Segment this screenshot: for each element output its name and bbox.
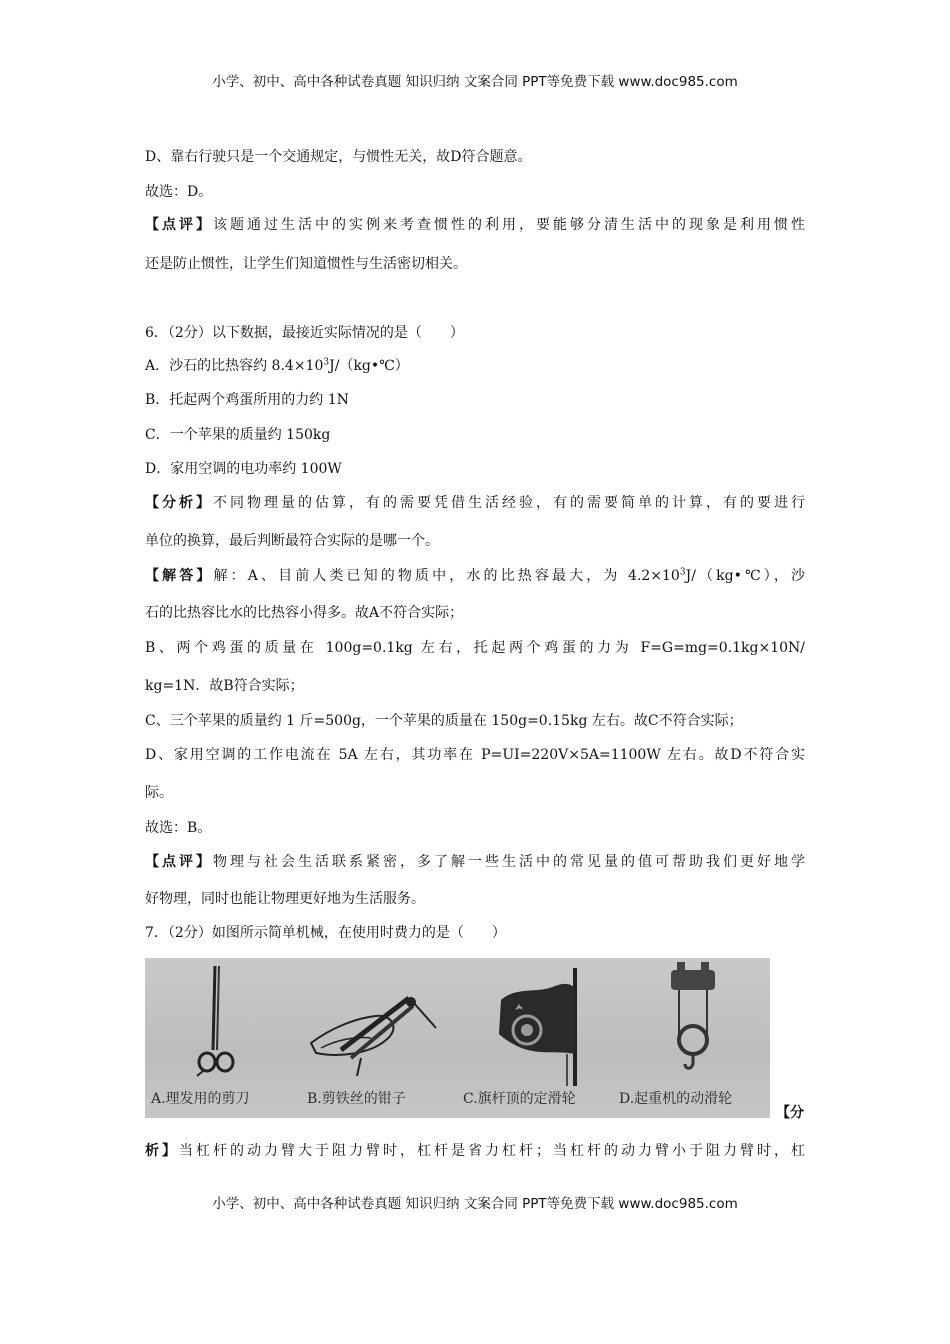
- q6-solution-l1-post: J/（kg•℃），沙: [685, 568, 806, 584]
- q5-answer: 故选：D。: [145, 184, 213, 200]
- q6-answer: 故选：B。: [145, 820, 212, 836]
- figure-label-c: C.旗杆顶的定滑轮: [463, 1091, 576, 1107]
- figure-label-d: D.起重机的动滑轮: [619, 1091, 733, 1107]
- q6-option-a-post: J/（kg•℃）: [329, 358, 409, 374]
- q7-analysis-tag-start: 【分: [776, 1105, 804, 1121]
- q6-option-c: C．一个苹果的质量约 150kg: [145, 427, 331, 443]
- q7-figure: [145, 958, 770, 1118]
- q6-stem: 6．（2分）以下数据，最接近实际情况的是（ ）: [145, 325, 464, 341]
- crane-pulley-icon: [613, 958, 769, 1088]
- q6-analysis-text1: 不同物理量的估算，有的需要凭借生活经验，有的需要简单的计算，有的要进行: [213, 495, 805, 511]
- pliers-icon: [301, 958, 457, 1088]
- q6-option-a: [145, 356, 409, 376]
- q5-comment-line1: [145, 215, 805, 235]
- figure-label-b: B.剪铁丝的钳子: [307, 1091, 406, 1107]
- q6-option-a-exp: 3: [323, 357, 330, 368]
- q6-analysis-line1: [145, 493, 805, 513]
- q6-option-d: D．家用空调的电功率约 100W: [145, 461, 342, 477]
- figure-item-a: [145, 958, 301, 1118]
- figure-item-b: [301, 958, 457, 1118]
- q6-comment-text1: 物理与社会生活联系紧密，多了解一些生活中的常见量的值可帮助我们更好地学: [213, 854, 805, 870]
- q5-comment-tag: 【点评】: [145, 217, 213, 233]
- q6-solution-l1-exp: 3: [679, 567, 686, 578]
- q7-stem: 7．（2分）如图所示简单机械，在使用时费力的是（ ）: [145, 925, 506, 941]
- scissors-icon: [145, 958, 301, 1088]
- q6-solution-line6: D、家用空调的工作电流在 5A 左右，其功率在 P=UI=220V×5A=1100W 左右。故D不符合实: [145, 747, 805, 763]
- q5-comment-text1: 该题通过生活中的实例来考查惯性的利用，要能够分清生活中的现象是利用惯性: [213, 217, 805, 233]
- figure-label-a: A.理发用的剪刀: [151, 1091, 250, 1107]
- q7-analysis-text1: 当杠杆的动力臂大于阻力臂时，杠杆是省力杠杆；当杠杆的动力臂小于阻力臂时，杠: [179, 1143, 805, 1159]
- q6-solution-line1: [145, 566, 805, 586]
- q6-comment-line1: [145, 852, 805, 872]
- page-header: 小学、初中、高中各种试卷真题 知识归纳 文案合同 PPT等免费下载 www.doc985.com: [212, 74, 738, 90]
- q7-analysis-line1: [145, 1141, 805, 1161]
- q6-solution-l1-pre: 解：A、目前人类已知的物质中，水的比热容最大，为 4.2×10: [213, 568, 680, 584]
- q6-solution-line3: B、两个鸡蛋的质量在 100g=0.1kg 左右，托起两个鸡蛋的力为 F=G=mg=0.1kg×10N/: [145, 640, 805, 656]
- q6-solution-line2: 石的比热容比水的比热容小得多。故A不符合实际；: [145, 605, 464, 621]
- q5-comment-line2: 还是防止惯性，让学生们知道惯性与生活密切相关。: [145, 256, 467, 272]
- q7-analysis-tag-end: 析】: [145, 1143, 179, 1159]
- q6-analysis-tag: 【分析】: [145, 495, 213, 511]
- figure-item-d: [613, 958, 769, 1118]
- q6-comment-tag: 【点评】: [145, 854, 213, 870]
- page-footer: 小学、初中、高中各种试卷真题 知识归纳 文案合同 PPT等免费下载 www.doc985.com: [212, 1196, 738, 1212]
- flag-pulley-icon: [457, 958, 613, 1088]
- q6-option-b: B．托起两个鸡蛋所用的力约 1N: [145, 392, 349, 408]
- q6-comment-line2: 好物理，同时也能让物理更好地为生活服务。: [145, 891, 425, 907]
- q6-solution-tag: 【解答】: [145, 568, 214, 584]
- q6-solution-line4: kg=1N．故B符合实际；: [145, 678, 304, 694]
- q6-analysis-line2: 单位的换算，最后判断最符合实际的是哪一个。: [145, 533, 439, 549]
- q6-solution-line7: 际。: [145, 785, 173, 801]
- q5-option-d: D、靠右行驶只是一个交通规定，与惯性无关，故D符合题意。: [145, 149, 532, 165]
- figure-item-c: [457, 958, 613, 1118]
- q6-option-a-pre: A．沙石的比热容约 8.4×10: [145, 358, 324, 374]
- q6-solution-line5: C、三个苹果的质量约 1 斤=500g，一个苹果的质量在 150g=0.15kg 左右。故C不符合实际；: [145, 713, 743, 729]
